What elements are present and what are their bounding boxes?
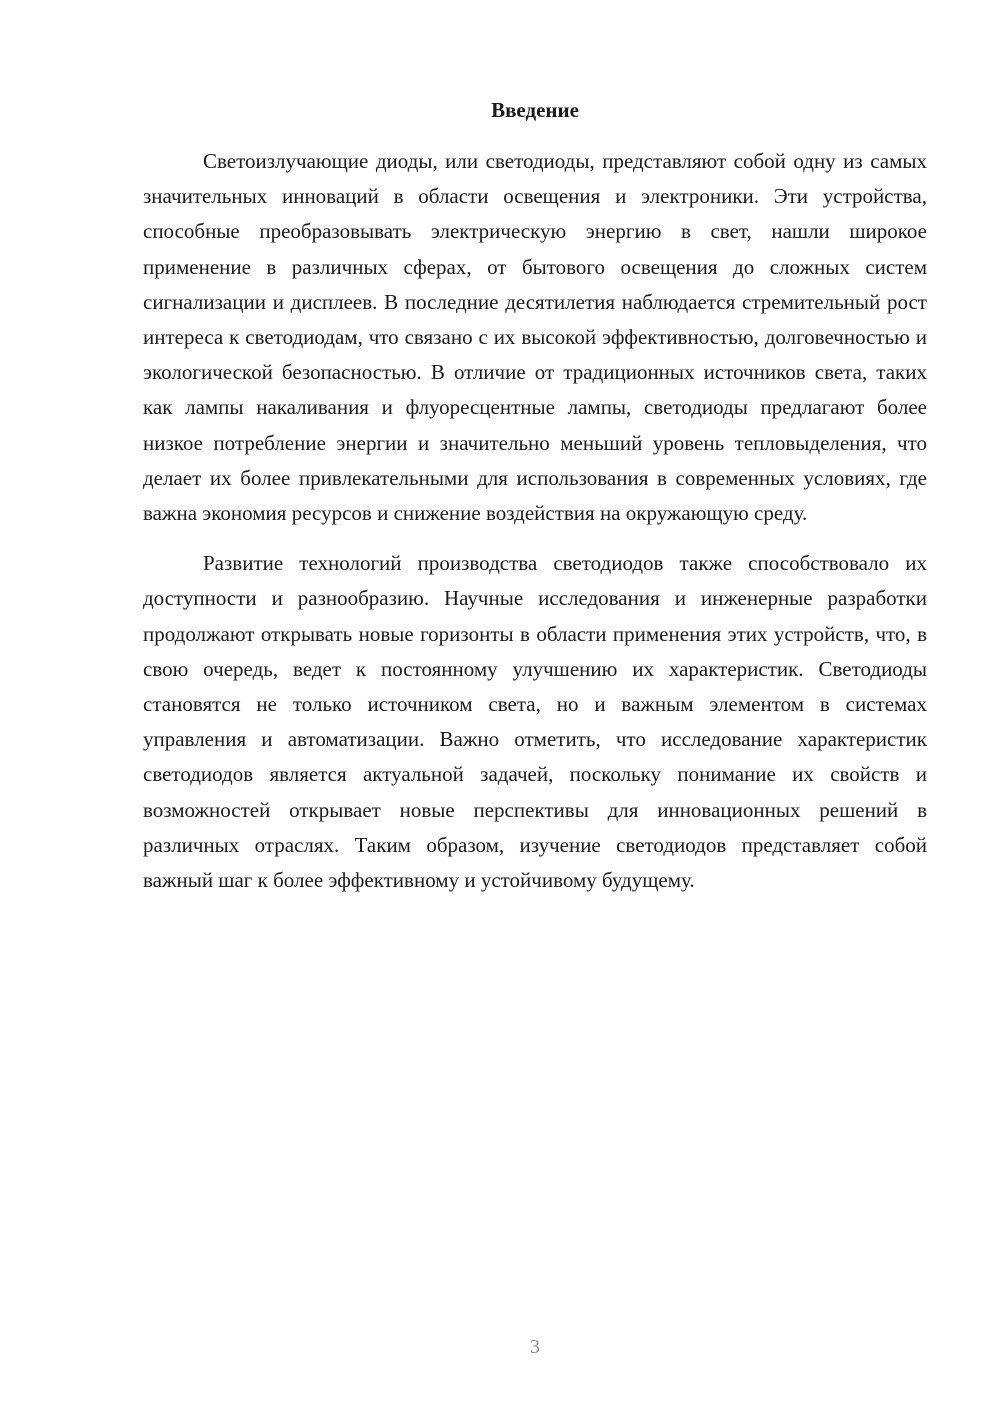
- section-title: Введение: [491, 98, 579, 122]
- paragraph-1: Светоизлучающие диоды, или светодиоды, представляют собой одну из самых значительных инноваций в области освещения и электроники. Эти устройства, способные преобразовывать электрическую энергию в свет, нашли широкое применение в различных сферах, от бытового освещения до сложных систем сигнализации и дисплеев. В последние десятилетия наблюдается стремительный рост интереса к светодиодам, что связано с их высокой эффективностью, долговечностью и экологической безопасностью. В отличие от традиционных источников света, таких как лампы накаливания и флуоресцентные лампы, светодиоды предлагают более низкое потребление энергии и значительно меньший уровень тепловыделения, что делает их более привлекательными для использования в современных условиях, где важна экономия ресурсов и снижение воздействия на окружающую среду.: [143, 149, 927, 526]
- document-content: [143, 94, 927, 898]
- paragraph-2: Развитие технологий производства светодиодов также способствовало их доступности и разнообразию. Научные исследования и инженерные разработки продолжают открывать новые горизонты в области применения этих устройств, что, в свою очередь, ведет к постоянному улучшению их характеристик. Светодиоды становятся не только источником света, но и важным элементом в системах управления и автоматизации. Важно отметить, что исследование характеристик светодиодов является актуальной задачей, поскольку понимание их свойств и возможностей открывает новые перспективы для инновационных решений в различных отраслях. Таким образом, изучение светодиодов представляет собой важный шаг к более эффективному и устойчивому будущему.: [143, 551, 927, 893]
- page-number: 3: [530, 1336, 540, 1358]
